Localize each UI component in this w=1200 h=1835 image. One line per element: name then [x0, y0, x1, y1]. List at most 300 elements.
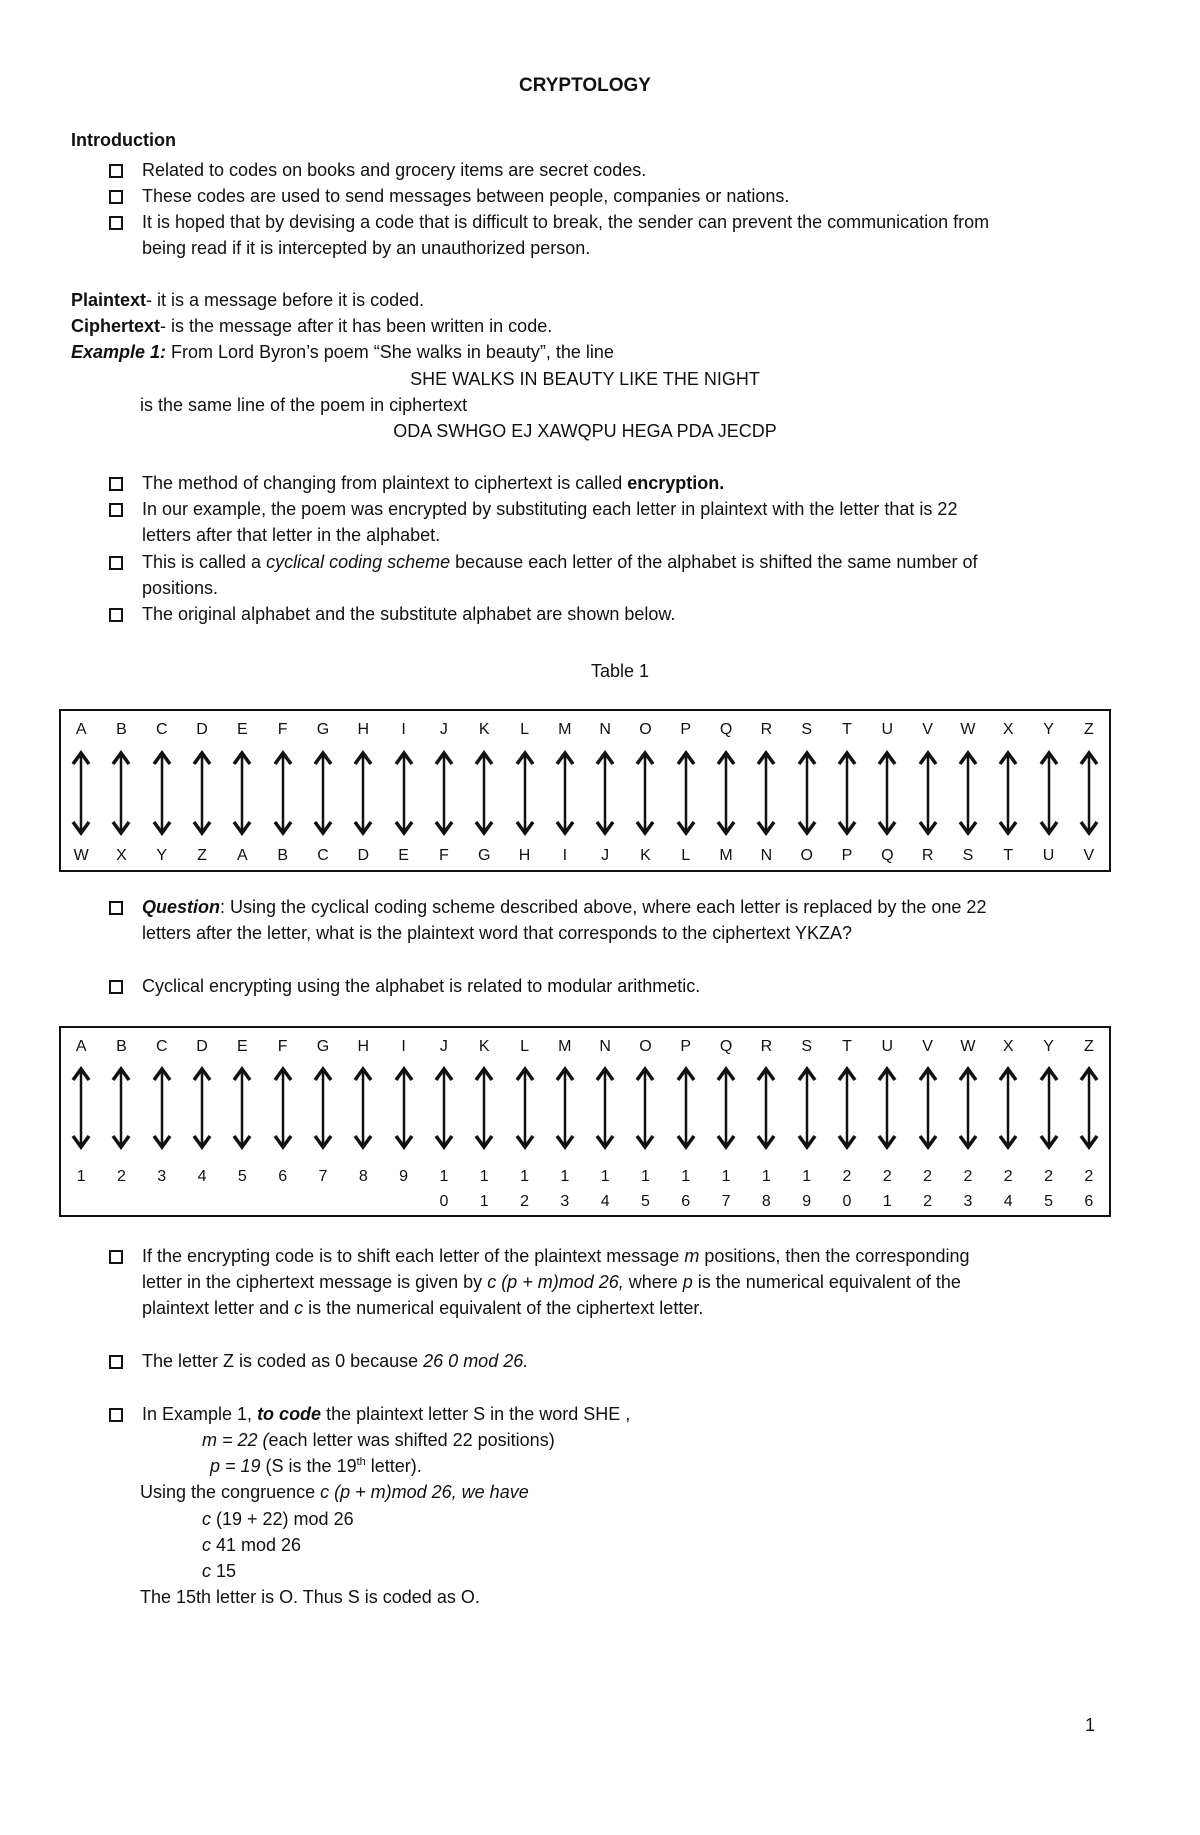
substitute-letter: G — [477, 847, 491, 864]
numeric-digit-1: 2 — [963, 1168, 973, 1185]
double-arrow-icon — [352, 750, 374, 836]
substitute-letter: U — [1042, 847, 1055, 864]
numeric-digit-2: 1 — [479, 1193, 489, 1210]
numeric-digit-1: 1 — [520, 1168, 529, 1185]
shift-l2-pre: letter in the ciphertext message is given by — [142, 1272, 488, 1292]
alphabet-letter: Z — [1083, 1038, 1094, 1055]
double-arrow-icon — [393, 750, 415, 836]
arrow-cell — [433, 750, 455, 841]
checkbox-bullet-icon — [109, 477, 123, 491]
alphabet-letter: X — [1002, 721, 1014, 738]
double-arrow-icon — [796, 1066, 818, 1150]
cyclical-scheme-term: cyclical coding scheme — [266, 552, 451, 572]
arrow-cell — [352, 1066, 374, 1155]
alphabet-letter: V — [922, 1038, 933, 1055]
double-arrow-icon — [554, 750, 576, 836]
p-value-line — [210, 1453, 422, 1479]
double-arrow-icon — [957, 750, 979, 836]
intro-bullet-3-cont: being read if it is intercepted by an unauthorized person. — [142, 238, 591, 258]
double-arrow-icon — [796, 750, 818, 836]
alphabet-letter: T — [842, 721, 852, 738]
same-line-text: is the same line of the poem in ciphertext — [140, 395, 468, 415]
example-text: From Lord Byron’s poem “She walks in beauty”, the line — [166, 342, 614, 362]
arrow-cell — [634, 750, 656, 841]
double-arrow-icon — [70, 1066, 92, 1150]
plaintext-line: SHE WALKS IN BEAUTY LIKE THE NIGHT — [410, 369, 760, 389]
double-arrow-icon — [231, 1066, 253, 1150]
numeric-digit-1: 2 — [1003, 1168, 1013, 1185]
page-title: CRYPTOLOGY — [519, 75, 651, 96]
alphabet-letter: Q — [719, 721, 733, 738]
ciphertext-term: Ciphertext — [71, 316, 161, 336]
checkbox-bullet-icon — [109, 1408, 123, 1422]
alphabet-letter: G — [316, 1038, 330, 1055]
shift-l2-post: is the numerical equivalent of the — [692, 1272, 961, 1292]
arrow-cell — [554, 750, 576, 841]
shift-l1-post: positions, then the corresponding — [699, 1246, 970, 1266]
numeric-digit-1: 1 — [600, 1168, 610, 1185]
substitute-letter: V — [1083, 847, 1095, 864]
example-post: the plaintext letter S in the word SHE , — [321, 1404, 631, 1424]
substitute-letter: J — [601, 847, 610, 864]
z-letter-pre: The letter Z is coded as 0 because — [142, 1351, 424, 1371]
z-letter-formula: 26 0 mod 26. — [423, 1351, 529, 1371]
alphabet-letter: G — [316, 721, 330, 738]
numeric-digit-1: 1 — [479, 1168, 489, 1185]
step-1-rest: (19 + 22) mod 26 — [211, 1509, 354, 1529]
arrow-cell — [836, 750, 858, 841]
p-value: p = 19 — [210, 1456, 261, 1476]
shift-l3-post: is the numerical equivalent of the ciphertext letter. — [303, 1298, 704, 1318]
example-pre: In Example 1, — [142, 1404, 258, 1424]
shift-bullet-l2 — [142, 1269, 961, 1295]
alphabet-letter: D — [196, 1038, 208, 1055]
arrow-cell — [917, 750, 939, 841]
arrow-cell — [755, 1066, 777, 1155]
alphabet-letter: M — [558, 1038, 572, 1055]
step-2-rest: 41 mod 26 — [211, 1535, 302, 1555]
ciphertext-line: ODA SWHGO EJ XAWQPU HEGA PDA JECDP — [393, 421, 777, 441]
ciphertext-definition — [71, 313, 552, 339]
double-arrow-icon — [433, 1066, 455, 1150]
alphabet-letter: C — [155, 1038, 168, 1055]
shift-bullet — [142, 1243, 970, 1269]
numeric-digit-1: 3 — [157, 1168, 167, 1185]
numeric-digit-1: 2 — [923, 1168, 933, 1185]
plaintext-def: - it is a message before it is coded. — [146, 290, 425, 310]
substitute-letter: N — [760, 847, 773, 864]
shift-formula: c (p + m)mod 26, — [487, 1272, 624, 1292]
method-bullet-2: In our example, the poem was encrypted by substituting each letter in plaintext with the letter that is 22 — [142, 499, 958, 519]
m-value-line — [202, 1427, 555, 1453]
double-arrow-icon — [715, 750, 737, 836]
question-text: : Using the cyclical coding scheme described above, where each letter is replaced by the one 22 — [220, 897, 987, 917]
double-arrow-icon — [594, 750, 616, 836]
substitute-letter: E — [398, 847, 409, 864]
alphabet-letter: K — [478, 721, 490, 738]
arrow-cell — [272, 1066, 294, 1155]
numeric-digit-2: 3 — [963, 1193, 973, 1210]
method-bullet-1 — [142, 470, 724, 496]
arrow-cell — [715, 1066, 737, 1155]
step-2-c: c — [202, 1535, 211, 1555]
numeric-digit-1: 2 — [842, 1168, 852, 1185]
substitute-letter: I — [562, 847, 568, 864]
example-label: Example 1: — [71, 342, 167, 362]
double-arrow-icon — [191, 1066, 213, 1150]
alphabet-letter: S — [801, 1038, 813, 1055]
double-arrow-icon — [312, 750, 334, 836]
encryption-term: encryption. — [627, 473, 725, 493]
alphabet-letter: Y — [1043, 721, 1054, 738]
numeric-digit-1: 2 — [1044, 1168, 1053, 1185]
numeric-digit-2: 3 — [560, 1193, 570, 1210]
alphabet-letter: I — [401, 1038, 406, 1055]
alphabet-letter: C — [155, 721, 168, 738]
numeric-digit-2: 4 — [1003, 1193, 1013, 1210]
numeric-digit-1: 1 — [76, 1168, 86, 1185]
alphabet-letter: F — [277, 1038, 288, 1055]
double-arrow-icon — [836, 750, 858, 836]
plaintext-definition — [71, 287, 424, 313]
numeric-digit-1: 1 — [761, 1168, 771, 1185]
intro-bullet-3: It is hoped that by devising a code that is difficult to break, the sender can prevent the communication from — [142, 212, 990, 232]
double-arrow-icon — [433, 750, 455, 836]
numeric-digit-1: 5 — [237, 1168, 247, 1185]
checkbox-bullet-icon — [109, 901, 123, 915]
checkbox-bullet-icon — [109, 1250, 123, 1264]
arrow-cell — [634, 1066, 656, 1155]
substitute-letter: Q — [881, 847, 894, 864]
numeric-digit-2: 7 — [721, 1193, 731, 1210]
arrow-cell — [70, 1066, 92, 1155]
arrow-cell — [110, 750, 132, 841]
question-line — [142, 894, 986, 920]
alphabet-letter: L — [520, 721, 529, 738]
numeric-digit-1: 1 — [439, 1168, 449, 1185]
p-note-a: (S is the 19 — [260, 1456, 357, 1476]
substitute-letter: T — [1003, 847, 1014, 864]
step-3-rest: 15 — [211, 1561, 237, 1581]
checkbox-bullet-icon — [109, 608, 123, 622]
substitute-letter: C — [317, 847, 329, 864]
numeric-digit-2: 4 — [600, 1193, 610, 1210]
double-arrow-icon — [675, 1066, 697, 1150]
shift-l2-mid: where — [623, 1272, 683, 1292]
method-b3-post: because each letter of the alphabet is shifted the same number of — [450, 552, 978, 572]
double-arrow-icon — [1038, 1066, 1060, 1150]
step-3 — [202, 1558, 236, 1584]
p-note-b: letter). — [365, 1456, 422, 1476]
numeric-digit-2: 0 — [439, 1193, 449, 1210]
substitute-letter: Z — [197, 847, 207, 864]
arrow-cell — [594, 1066, 616, 1155]
arrow-cell — [554, 1066, 576, 1155]
method-bullet-3-cont: positions. — [142, 578, 219, 598]
double-arrow-icon — [151, 750, 173, 836]
arrow-cell — [1038, 750, 1060, 841]
shift-l1-pre: If the encrypting code is to shift each letter of the plaintext message — [142, 1246, 685, 1266]
substitute-letter: L — [681, 847, 691, 864]
ciphertext-def: - is the message after it has been written in code. — [160, 316, 553, 336]
arrow-cell — [231, 750, 253, 841]
double-arrow-icon — [110, 1066, 132, 1150]
shift-m: m — [684, 1246, 700, 1266]
alphabet-letter: M — [558, 721, 572, 738]
z-letter-bullet — [142, 1348, 528, 1374]
numeric-digit-1: 2 — [1084, 1168, 1094, 1185]
numeric-digit-1: 1 — [640, 1168, 650, 1185]
arrow-cell — [917, 1066, 939, 1155]
double-arrow-icon — [715, 1066, 737, 1150]
alphabet-letter: Y — [1043, 1038, 1054, 1055]
checkbox-bullet-icon — [109, 216, 123, 230]
arrow-cell — [352, 750, 374, 841]
numeric-digit-1: 4 — [197, 1168, 207, 1185]
alphabet-letter: X — [1002, 1038, 1014, 1055]
congruence-line — [140, 1479, 529, 1505]
double-arrow-icon — [634, 1066, 656, 1150]
question-line-cont: letters after the letter, what is the plaintext word that corresponds to the ciphertext YKZA? — [142, 923, 853, 943]
arrow-cell — [1078, 750, 1100, 841]
numeric-digit-2: 9 — [802, 1193, 812, 1210]
step-3-c: c — [202, 1561, 211, 1581]
double-arrow-icon — [755, 1066, 777, 1150]
checkbox-bullet-icon — [109, 503, 123, 517]
numeric-digit-1: 2 — [116, 1168, 126, 1185]
arrow-cell — [473, 1066, 495, 1155]
arrow-cell — [997, 750, 1019, 841]
arrow-cell — [675, 750, 697, 841]
substitute-letter: F — [439, 847, 449, 864]
numeric-digit-2: 0 — [842, 1193, 852, 1210]
double-arrow-icon — [473, 1066, 495, 1150]
arrow-cell — [957, 1066, 979, 1155]
alphabet-letter: J — [439, 1038, 448, 1055]
substitute-letter: M — [719, 847, 733, 864]
substitute-letter: K — [640, 847, 651, 864]
arrow-cell — [836, 1066, 858, 1155]
double-arrow-icon — [554, 1066, 576, 1150]
alphabet-letter: I — [401, 721, 406, 738]
alphabet-letter: B — [116, 1038, 127, 1055]
alphabet-letter: R — [760, 1038, 773, 1055]
alphabet-letter: Z — [1083, 721, 1094, 738]
alphabet-letter: Q — [719, 1038, 733, 1055]
shift-p: p — [682, 1272, 693, 1292]
arrow-cell — [110, 1066, 132, 1155]
alphabet-letter: W — [960, 721, 976, 738]
arrow-cell — [393, 750, 415, 841]
alphabet-letter: W — [960, 1038, 976, 1055]
alphabet-letter: U — [881, 721, 894, 738]
alphabet-letter: O — [639, 1038, 652, 1055]
substitute-letter: Y — [156, 847, 168, 864]
checkbox-bullet-icon — [109, 980, 123, 994]
double-arrow-icon — [836, 1066, 858, 1150]
shift-l3-pre: plaintext letter and — [142, 1298, 295, 1318]
alphabet-letter: H — [357, 721, 370, 738]
numeric-digit-2: 5 — [1044, 1193, 1053, 1210]
arrow-cell — [715, 750, 737, 841]
method-b1-text: The method of changing from plaintext to ciphertext is called — [142, 473, 628, 493]
double-arrow-icon — [876, 1066, 898, 1150]
method-b3-pre: This is called a — [142, 552, 267, 572]
arrow-cell — [796, 750, 818, 841]
method-bullet-4: The original alphabet and the substitute alphabet are shown below. — [142, 604, 676, 624]
alphabet-letter: T — [842, 1038, 852, 1055]
m-value: m = 22 ( — [202, 1430, 269, 1450]
arrow-cell — [272, 750, 294, 841]
alphabet-letter: E — [237, 1038, 248, 1055]
arrow-cell — [1078, 1066, 1100, 1155]
double-arrow-icon — [634, 750, 656, 836]
arrow-cell — [151, 750, 173, 841]
alphabet-letter: F — [277, 721, 288, 738]
checkbox-bullet-icon — [109, 556, 123, 570]
alphabet-letter: S — [801, 721, 813, 738]
arrow-cell — [312, 1066, 334, 1155]
alphabet-letter: B — [116, 721, 127, 738]
double-arrow-icon — [312, 1066, 334, 1150]
double-arrow-icon — [997, 1066, 1019, 1150]
numeric-digit-1: 9 — [399, 1168, 409, 1185]
numeric-digit-1: 1 — [721, 1168, 731, 1185]
to-code-term: to code — [257, 1404, 322, 1424]
intro-bullet-1: Related to codes on books and grocery items are secret codes. — [142, 160, 647, 180]
step-2 — [202, 1532, 301, 1558]
arrow-cell — [876, 750, 898, 841]
substitute-letter: H — [518, 847, 531, 864]
alphabet-letter: O — [639, 721, 652, 738]
double-arrow-icon — [675, 750, 697, 836]
alphabet-letter: K — [478, 1038, 490, 1055]
numeric-digit-1: 8 — [358, 1168, 368, 1185]
numeric-equivalent-table — [59, 1026, 1111, 1217]
alphabet-letter: A — [75, 721, 87, 738]
double-arrow-icon — [110, 750, 132, 836]
arrow-cell — [594, 750, 616, 841]
arrow-cell — [70, 750, 92, 841]
conclusion-line: The 15th letter is O. Thus S is coded as O. — [140, 1587, 480, 1607]
numeric-digit-2: 6 — [681, 1193, 691, 1210]
example-1-line — [71, 339, 614, 365]
arrow-cell — [191, 750, 213, 841]
step-1-c: c — [202, 1509, 211, 1529]
step-1 — [202, 1506, 354, 1532]
congruence-formula: c (p + m)mod 26, we have — [320, 1482, 529, 1502]
arrow-cell — [393, 1066, 415, 1155]
alphabet-letter: N — [599, 1038, 611, 1055]
double-arrow-icon — [473, 750, 495, 836]
shift-c: c — [294, 1298, 304, 1318]
alphabet-letter: N — [599, 721, 611, 738]
arrow-cell — [433, 1066, 455, 1155]
arrow-cell — [1038, 1066, 1060, 1155]
checkbox-bullet-icon — [109, 164, 123, 178]
alphabet-letter: L — [520, 1038, 529, 1055]
alphabet-letter: R — [760, 721, 773, 738]
arrow-cell — [473, 750, 495, 841]
checkbox-bullet-icon — [109, 190, 123, 204]
double-arrow-icon — [957, 1066, 979, 1150]
double-arrow-icon — [272, 1066, 294, 1150]
arrow-cell — [755, 750, 777, 841]
substitute-letter: B — [277, 847, 289, 864]
alphabet-letter: P — [680, 721, 692, 738]
double-arrow-icon — [352, 1066, 374, 1150]
substitute-letter: P — [841, 847, 853, 864]
plaintext-term: Plaintext — [71, 290, 147, 310]
numeric-digit-2: 6 — [1084, 1193, 1094, 1210]
substitute-letter: A — [237, 847, 248, 864]
double-arrow-icon — [755, 750, 777, 836]
double-arrow-icon — [231, 750, 253, 836]
double-arrow-icon — [1078, 750, 1100, 836]
arrow-cell — [312, 750, 334, 841]
arrow-cell — [514, 1066, 536, 1155]
numeric-digit-1: 7 — [318, 1168, 328, 1185]
arrow-cell — [675, 1066, 697, 1155]
double-arrow-icon — [393, 1066, 415, 1150]
double-arrow-icon — [917, 750, 939, 836]
p-note-sup: th — [356, 1456, 366, 1468]
page-number: 1 — [1085, 1715, 1096, 1735]
method-bullet-3 — [142, 549, 977, 575]
intro-bullet-2: These codes are used to send messages between people, companies or nations. — [142, 186, 790, 206]
double-arrow-icon — [70, 750, 92, 836]
double-arrow-icon — [876, 750, 898, 836]
numeric-digit-1: 1 — [802, 1168, 812, 1185]
intro-heading: Introduction — [71, 130, 176, 150]
numeric-digit-2: 5 — [640, 1193, 650, 1210]
double-arrow-icon — [191, 750, 213, 836]
substitute-letter: O — [800, 847, 813, 864]
double-arrow-icon — [594, 1066, 616, 1150]
double-arrow-icon — [514, 750, 536, 836]
alphabet-letter: U — [881, 1038, 894, 1055]
method-bullet-2-cont: letters after that letter in the alphabet. — [142, 525, 441, 545]
numeric-digit-1: 1 — [681, 1168, 691, 1185]
double-arrow-icon — [151, 1066, 173, 1150]
arrow-cell — [997, 1066, 1019, 1155]
modular-bullet: Cyclical encrypting using the alphabet is related to modular arithmetic. — [142, 976, 701, 996]
alphabet-letter: A — [75, 1038, 87, 1055]
double-arrow-icon — [917, 1066, 939, 1150]
arrow-cell — [876, 1066, 898, 1155]
double-arrow-icon — [1078, 1066, 1100, 1150]
substitute-letter: D — [357, 847, 370, 864]
congruence-pre: Using the congruence — [140, 1482, 321, 1502]
arrow-cell — [191, 1066, 213, 1155]
checkbox-bullet-icon — [109, 1355, 123, 1369]
double-arrow-icon — [272, 750, 294, 836]
shift-bullet-l3 — [142, 1295, 703, 1321]
numeric-digit-2: 8 — [761, 1193, 771, 1210]
numeric-digit-1: 2 — [882, 1168, 892, 1185]
numeric-digit-2: 2 — [923, 1193, 933, 1210]
substitution-table — [59, 709, 1111, 872]
substitute-letter: X — [116, 847, 127, 864]
table-1-caption: Table 1 — [590, 661, 650, 681]
arrow-cell — [514, 750, 536, 841]
numeric-digit-1: 1 — [560, 1168, 570, 1185]
arrow-cell — [796, 1066, 818, 1155]
double-arrow-icon — [514, 1066, 536, 1150]
substitute-letter: S — [962, 847, 974, 864]
m-note: each letter was shifted 22 positions) — [268, 1430, 555, 1450]
alphabet-letter: J — [439, 721, 448, 738]
